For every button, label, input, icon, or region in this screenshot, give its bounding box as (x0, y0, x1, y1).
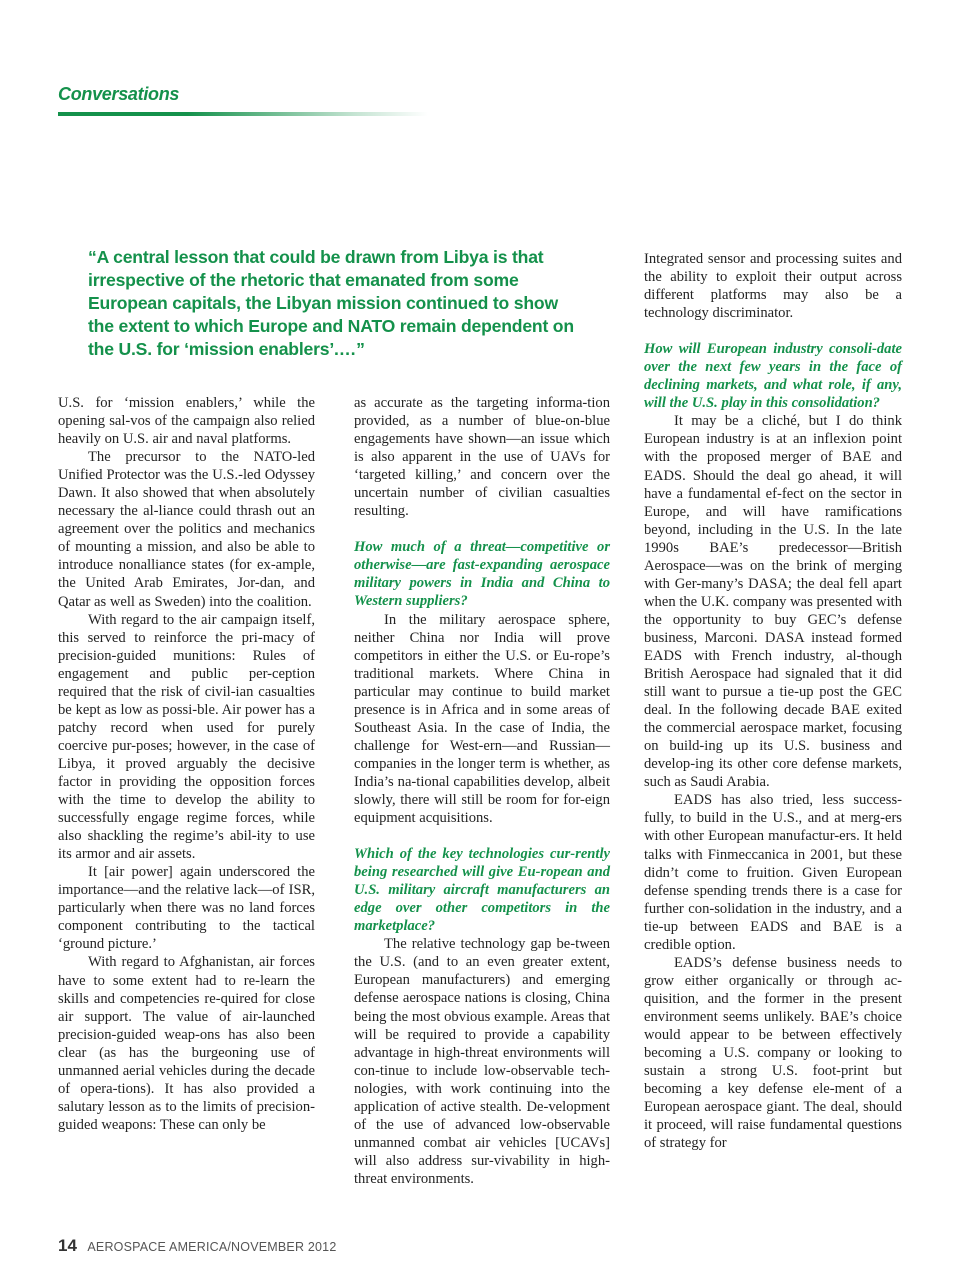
paragraph: U.S. for ‘mission enablers,’ while the opening sal-vos of the campaign also relied heavily on U.S. air and naval platforms. (58, 395, 315, 448)
header-rule (58, 112, 428, 116)
interview-question: How much of a threat—competitive or otherwise—are fast-expanding aerospace military powers in India and China to Western suppliers? (354, 539, 610, 610)
article-column-3 (644, 250, 902, 1152)
article-column-1 (58, 394, 315, 1134)
page-number: 14 (58, 1236, 77, 1255)
paragraph: The precursor to the NATO-led Unified Protector was the U.S.-led Odyssey Dawn. It also showed that when absolutely necessary the al-liance could thrash out an agreement over the politics and mechanics of mounting a mission, and also be able to introduce nonalliance states (for ex-ample, the United Arab Emirates, Jor-dan, and Qatar as well as Sweden) into the coalition. (58, 449, 315, 610)
paragraph: EADS has also tried, less success-fully, to build in the U.S., and at merg-ers with other European manufactur-ers. It held talks with Finmeccanica in 2001, but these didn’t come to fruition. Given European defense spending trends there is a case for further con-solidation in the industry, and a tie-up between EADS and BAE is a credible option. (644, 792, 902, 953)
article-column-2 (354, 394, 610, 1188)
paragraph: With regard to Afghanistan, air forces have to some extent had to re-learn the skills and competencies re-quired for close air support. The value of air-launched precision-guided weap-ons has also been clear (as has the burgeoning use of unmanned aerial vehicles during the decade of opera-tions). It has also provided a salutary lesson as to the limits of precision-guided weapons: These can only be (58, 954, 315, 1133)
paragraph: In the military aerospace sphere, neither China nor India will prove competitors in either the U.S. or Eu-rope’s traditional markets. Where China in particular may continue to build market presence is in Africa and in some areas of Southeast Asia. In the case of India, the challenge for West-ern—and Russian—companies in the longer term is whether, as India’s na-tional capabilities develop, albeit slowly, there will still be room for for-eign equipment acquisitions. (354, 611, 610, 827)
paragraph: as accurate as the targeting informa-tion provided, as a number of blue-on-blue engagements have shown—an issue which is also apparent in the use of UAVs for ‘targeted killing,’ and concern over the uncertain number of civilian casualties resulting. (354, 395, 610, 520)
publication-line: AEROSPACE AMERICA/NOVEMBER 2012 (87, 1240, 337, 1254)
interview-question: How will European industry consoli-date over the next few years in the face of declining markets, and what role, if any, will the U.S. play in this consolidation? (644, 341, 902, 412)
paragraph: The relative technology gap be-tween the U.S. (and to an even greater extent, European manufacturers) and emerging defense aerospace nations is closing, China being the most obvious example. Areas that will be required to provide a capability advantage in high-threat environments will con-tinue to include low-observable tech-nologies, with work continuing into the application of active stealth. De-velopment of the use of advanced low-observable unmanned combat air vehicles [UCAVs] will also address sur-vivability in high-threat environments. (354, 936, 610, 1187)
interview-question: Which of the key technologies cur-rently being researched will give Eu-ropean and U.S. military aircraft manufacturers an edge over other competitors in the marketplace? (354, 846, 610, 935)
paragraph: It may be a cliché, but I do think European industry is at an inflexion point with the proposed merger of BAE and EADS. Should the deal go ahead, it will have a fundamental ef-fect on the sector in Europe, and will have ramifications beyond, including in the U.S. In the late 1990s BAE’s predecessor—British Aerospace—was on the brink of merging with Ger-many’s DASA; the deal fell apart when the U.K. company was presented with the opportunity to buy GEC’s defense business, Marconi. DASA instead formed EADS with French industry, al-though British Aerospace had signaled that it did still want to pursue a tie-up post the GEC deal. In the following decade BAE exited the commercial aerospace market, focusing on build-ing up its U.S. business and develop-ing its other core defense markets, such as Saudi Arabia. (644, 413, 902, 791)
page-footer (58, 1236, 336, 1256)
paragraph: With regard to the air campaign itself, this served to reinforce the pri-macy of precision-guided munitions: Rules of engagement and public per-ception required that the risk of civil-ian casualties be kept as low as possi-ble. Air power has a patchy record when used for purely coercive pur-poses; however, in the case of Libya, it proved arguably the decisive factor in providing the opposition forces with the time to develop the ability to successfully engage regime forces, while also shackling the regime’s abil-ity to use its armor and air assets. (58, 611, 315, 863)
section-header: Conversations (58, 84, 180, 104)
paragraph: Integrated sensor and processing suites and the ability to exploit their output across different platforms may also be a technology discriminator. (644, 251, 902, 322)
paragraph: EADS’s defense business needs to grow either organically or through ac-quisition, and the former in the present environment seems unlikely. BAE’s choice would appear to be between effectively becoming a U.S. company or looking to sustain a strong U.S. foot-print but becoming a key defense ele-ment of a European aerospace giant. The deal, should it proceed, will raise fundamental questions of strategy for (644, 954, 902, 1152)
pull-quote: “A central lesson that could be drawn from Libya is that irrespective of the rhetoric that emanated from some European capitals, the Libyan mission continued to show the extent to which Europe and NATO remain dependent on the U.S. for ‘mission enablers’.…” (88, 247, 574, 359)
paragraph: It [air power] again underscored the importance—and the relative lack—of ISR, particularly when there was no land forces component contributing to the tactical ‘ground picture.’ (58, 864, 315, 953)
